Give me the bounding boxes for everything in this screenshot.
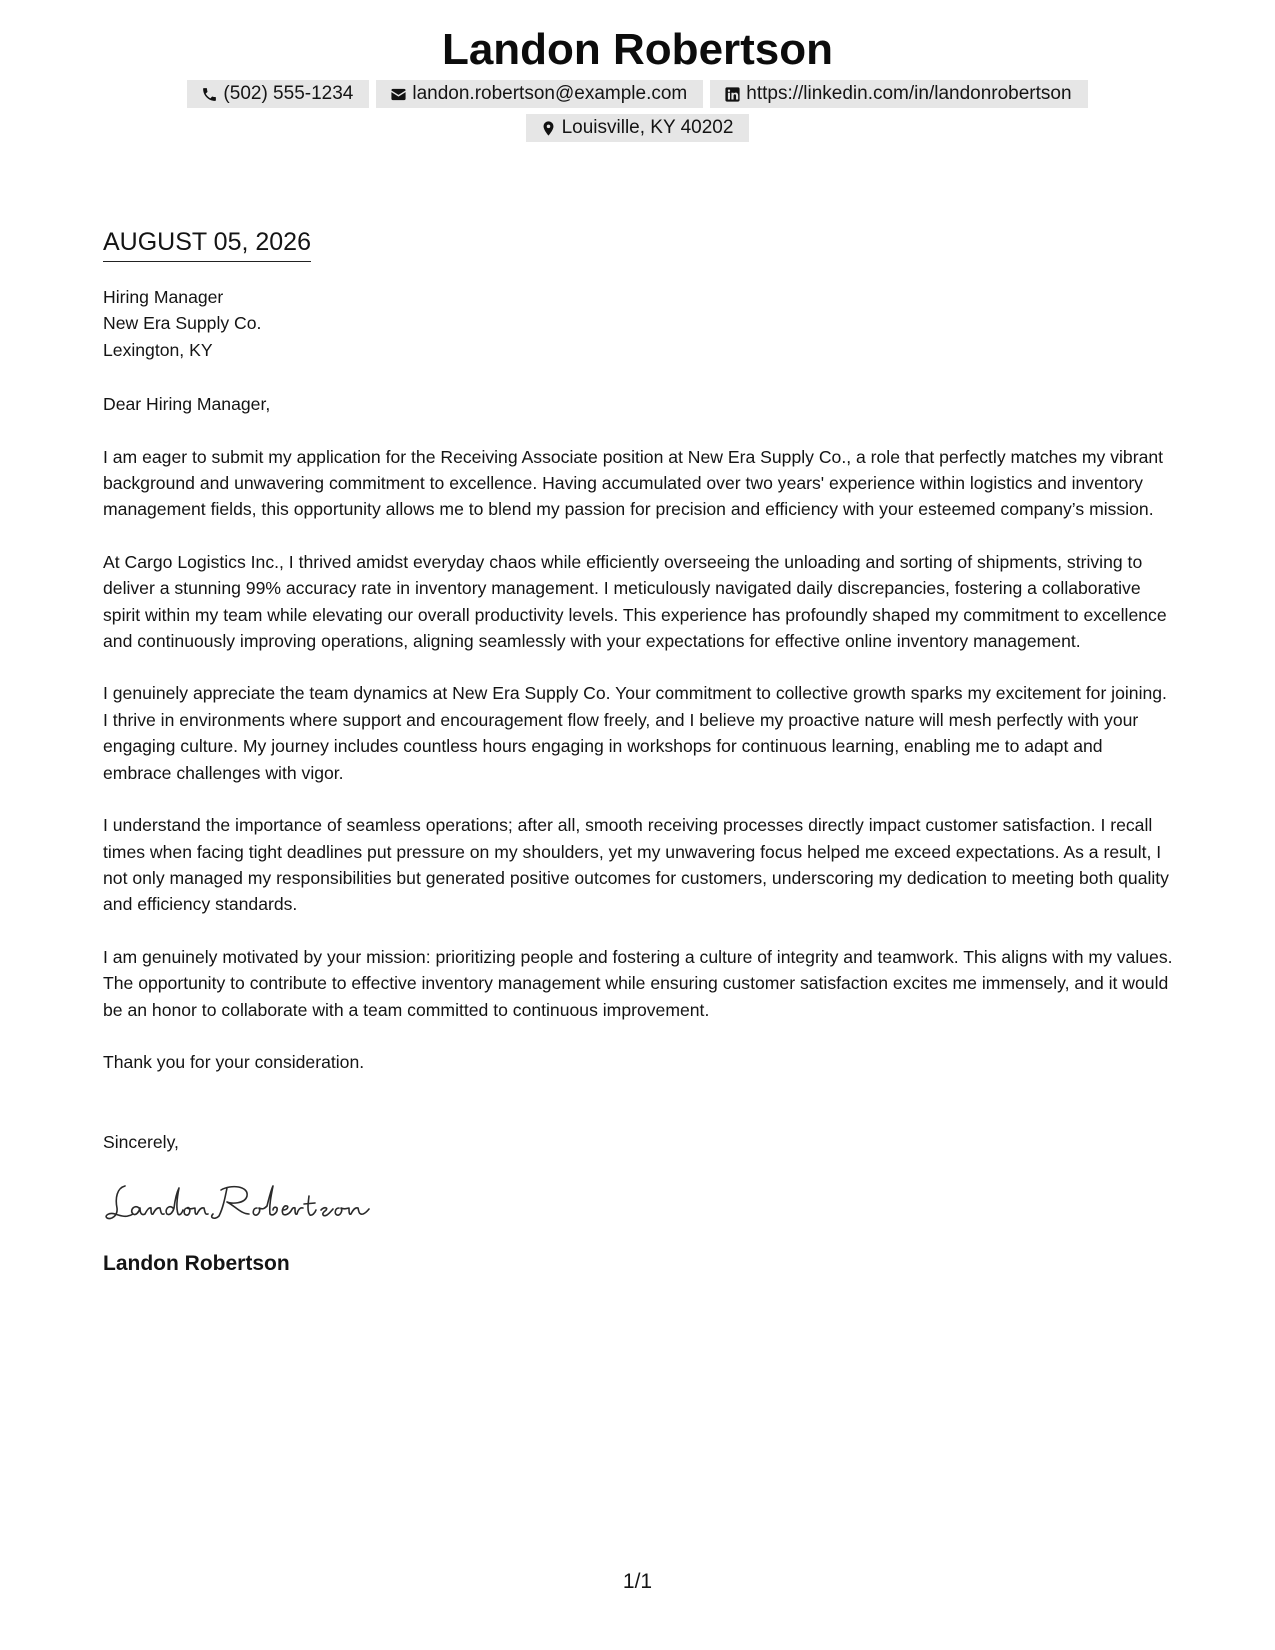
letter-header: [0, 0, 1275, 142]
signed-name: Landon Robertson: [103, 1251, 290, 1275]
recipient-title: Hiring Manager: [103, 287, 224, 307]
email-text: landon.robertson@example.com: [412, 83, 688, 104]
map-pin-icon: [540, 120, 557, 137]
phone-text: (502) 555-1234: [223, 83, 354, 104]
linkedin-chip: [710, 80, 1087, 108]
body-paragraph-3: I genuinely appreciate the team dynamics at New Era Supply Co. Your commitment to collective growth sparks my excitement for joining. I thrive in environments where support and encouragement flow freely, and I believe my proactive nature will mesh perfectly with your engaging culture. My journey includes countless hours engaging in workshops for continuous learning, enabling me to adapt and embrace challenges with vigor.: [103, 683, 1167, 783]
recipient-block: [103, 284, 1173, 363]
contact-row: [0, 80, 1275, 108]
letter-date: AUGUST 05, 2026: [103, 226, 311, 262]
linkedin-icon: [724, 86, 741, 103]
applicant-name: Landon Robertson: [441, 25, 834, 74]
envelope-icon: [390, 86, 407, 103]
body-paragraph-4: I understand the importance of seamless operations; after all, smooth receiving processes directly impact customer satisfaction. I recall times when facing tight deadlines put pressure on my shoulders, yet my unwavering focus helped me exceed expectations. As a result, I not only managed my responsibilities but generated positive outcomes for customers, underscoring my dedication to meeting both quality and efficiency standards.: [103, 815, 1169, 915]
location-chip: [526, 114, 750, 142]
email-chip: [376, 80, 703, 108]
recipient-company: New Era Supply Co.: [103, 313, 262, 334]
location-text: Louisville, KY 40202: [561, 117, 734, 138]
contact-row-location: [0, 114, 1275, 142]
thank-you-line: Thank you for your consideration.: [103, 1051, 365, 1072]
handwritten-signature: [103, 1174, 373, 1228]
body-paragraph-5: I am genuinely motivated by your mission: prioritizing people and fostering a culture of integrity and teamwork. This aligns with my values. The opportunity to contribute to effective inventory management while ensuring customer satisfaction excites me immensely, and it would be an honor to collaborate with a team committed to continuous improvement.: [103, 946, 1173, 1020]
body-paragraph-1: I am eager to submit my application for the Receiving Associate position at New Era Supply Co., a role that perfectly matches my vibrant background and unwavering commitment to excellence. Having accumulated over two years' experience within logistics and inventory management fields, this opportunity allows me to blend my passion for precision and efficiency with your esteemed company’s mission.: [103, 446, 1164, 520]
phone-chip: [187, 80, 369, 108]
phone-icon: [201, 86, 218, 103]
closing: Sincerely,: [103, 1132, 179, 1153]
body-paragraph-2: At Cargo Logistics Inc., I thrived amidst everyday chaos while efficiently overseeing the unloading and sorting of shipments, striving to deliver a stunning 99% accuracy rate in inventory management. I meticulously navigated daily discrepancies, fostering a collaborative spirit within my team while elevating our overall productivity levels. This experience has profoundly shaped my commitment to excellence and continuously improving operations, aligning seamlessly with your expectations for effective online inventory management.: [103, 551, 1167, 652]
salutation: Dear Hiring Manager,: [103, 394, 271, 415]
page-number: 1/1: [622, 1570, 653, 1593]
recipient-location: Lexington, KY: [103, 339, 213, 360]
linkedin-text: https://linkedin.com/in/landonrobertson: [746, 83, 1072, 104]
letter-body: [103, 226, 1173, 1278]
